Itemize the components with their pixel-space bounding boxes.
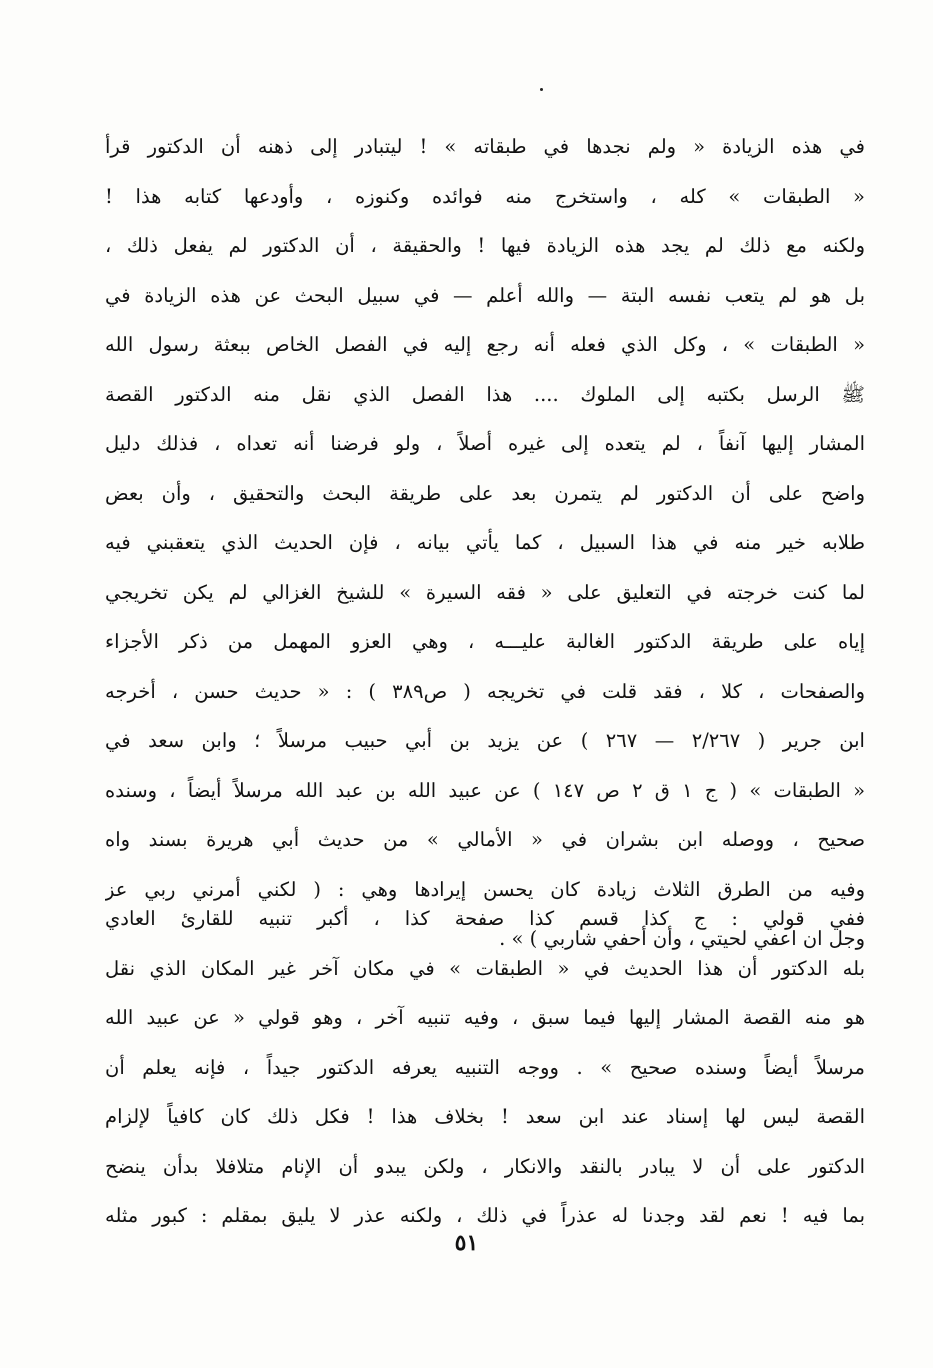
text-line: بما فيه ! نعم لقد وجدنا له عذراً في ذلك ، ولكنه عذر لا يليق بمقلم : كبور مثله [105, 1204, 865, 1227]
text-line: المشار إليها آنفاً ، لم يتعده إلى غيره أصلاً ، ولو فرضنا أنه تعداه ، فذلك دليل [105, 432, 865, 455]
page-number: ٥١ [454, 1230, 479, 1256]
text-line: لما كنت خرجته في التعليق على « فقه السيرة » للشيخ الغزالي لم يكن تخريجي [105, 580, 865, 604]
text-line: « الطبقات » ، وكل الذي فعله أنه رجع إليه في الفصل الخاص ببعثة رسول الله [105, 333, 865, 356]
text-line: الدكتور على أن لا يبادر بالنقد والانكار ، ولكن يبدو أن الإنام متلافلا بدأن ينضح [105, 1154, 865, 1178]
paragraph-2 [105, 894, 865, 1241]
text-line: ولكنه مع ذلك لم يجد هذه الزيادة فيها ! والحقيقة ، أن الدكتور لم يفعل ذلك ، [105, 234, 865, 257]
text-line: وفيه من الطرق الثلاث زيادة كان يحسن إيرادها وهي : ( لكني أمرني ربي عز [105, 877, 865, 901]
text-line: بله الدكتور أن هذا الحديث في « الطبقات » في مكان آخر غير المكان الذي نقل [105, 956, 865, 980]
text-line: والصفحات ، كلا ، فقد قلت في تخريجه ( ص٣٨٩ ) : « حديث حسن ، أخرجه [105, 679, 865, 703]
text-line: القصة ليس لها إسناد عند ابن سعد ! بخلاف هذا ! فكل ذلك كان كافياً لإلزام [105, 1105, 865, 1128]
text-line: طلابه خير منه في هذا السبيل ، كما يأتي بيانه ، فإن الحديث الذي يتعقبني فيه [105, 531, 865, 554]
text-line: ﷺ الرسل بكتبه إلى الملوك .... هذا الفصل الذي نقل منه الدكتور القصة [105, 382, 865, 406]
text-line: بل هو لم يتعب نفسه البتة — والله أعلم — في سبيل البحث عن هذه الزيادة في [105, 283, 865, 307]
text-line: ففي قولي : ج كذا قسم كذا صفحة كذا ، أكبر تنبيه للقارئ العادي [105, 907, 865, 930]
paragraph-1 [105, 122, 865, 964]
text-line: صحيح ، ووصله ابن بشران في « الأمالي » من حديث أبي هريرة بسند واه [105, 828, 865, 851]
text-line: وجل ان اعفي لحيتي ، وأن أحفي شاربي ) » . [499, 927, 865, 950]
text-line: مرسلاً أيضاً وسنده صحيح » . ووجه التنبيه يعرفه الدكتور جيداً ، فإنه يعلم أن [105, 1055, 865, 1079]
text-line: « الطبقات » كله ، واستخرج منه فوائده وكنوزه ، وأودعها كتابه هذا ! [105, 184, 865, 208]
text-line: هو منه القصة المشار إليها فيما سبق ، وفيه تنبيه آخر ، وهو قولي « عن عبيد الله [105, 1006, 865, 1029]
text-line: ابن جرير ( ٢/٢٦٧ — ٢٦٧ ) عن يزيد بن أبي حبيب مرسلاً ؛ وابن سعد في [105, 729, 865, 752]
text-line: « الطبقات » ( ج ١ ق ٢ ص ١٤٧ ) عن عبيد الله بن عبد الله مرسلاً أيضاً ، وسنده [105, 778, 865, 802]
text-line: في هذه الزيادة « ولم نجدها في طبقاته » ! ليتبادر إلى ذهنه أن الدكتور قرأ [105, 135, 865, 158]
decorative-dot [540, 88, 543, 91]
text-line: إياه على طريقة الدكتور الغالبة عليـــه ، وهي العزو المهمل من ذكر الأجزاء [105, 630, 865, 653]
text-line: واضح على أن الدكتور لم يتمرن بعد على طريقة البحث والتحقيق ، وأن بعض [105, 481, 865, 505]
